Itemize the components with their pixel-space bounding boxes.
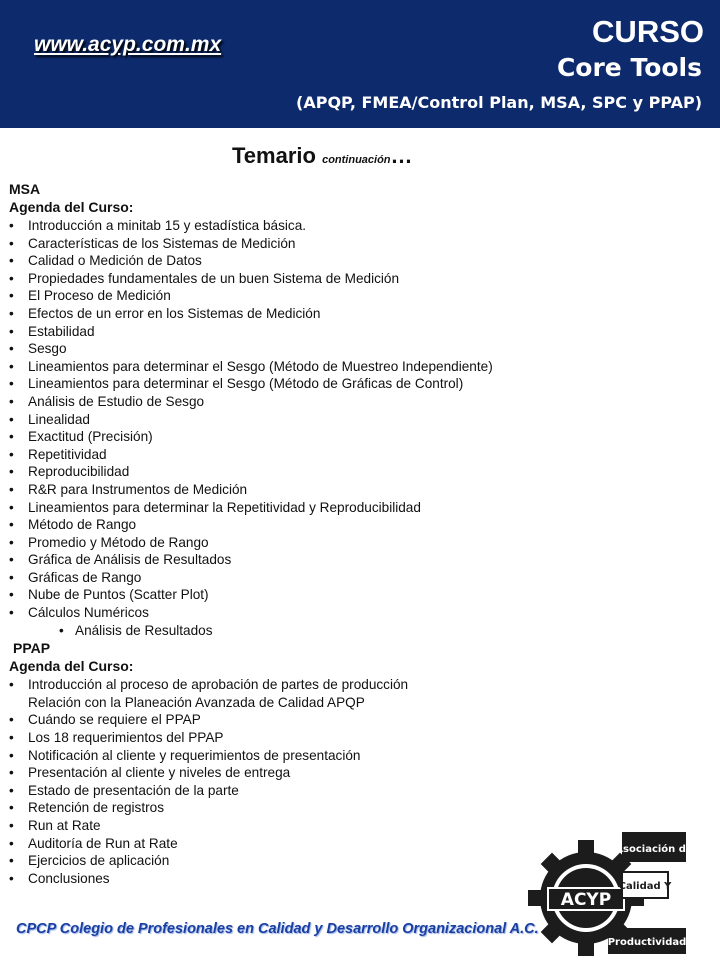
msa-topic-list	[9, 217, 569, 639]
list-item: • Promedio y Método de Rango	[9, 534, 569, 552]
site-url-link[interactable]: www.acyp.com.mx	[34, 33, 222, 56]
page-title-main: Temario	[232, 143, 316, 168]
list-item: • El Proceso de Medición	[9, 287, 569, 305]
syllabus-content	[9, 181, 569, 887]
list-item: • Lineamientos para determinar el Sesgo (Método de Gráficas de Control)	[9, 375, 569, 393]
list-item: • Linealidad	[9, 411, 569, 429]
header-banner	[0, 0, 720, 128]
list-item: • Repetitividad	[9, 446, 569, 464]
ppap-agenda-label: Agenda del Curso:	[9, 658, 134, 675]
ppap-section-title: PPAP	[13, 640, 51, 657]
list-item: • R&R para Instrumentos de Medición	[9, 481, 569, 499]
msa-agenda-label: Agenda del Curso:	[9, 199, 134, 215]
list-item: • Retención de registros	[9, 799, 569, 817]
list-item: • Introducción a minitab 15 y estadística básica.	[9, 217, 569, 235]
list-item: • Efectos de un error en los Sistemas de Medición	[9, 305, 569, 323]
list-item: • Lineamientos para determinar la Repetitividad y Reproducibilidad	[9, 499, 569, 517]
ppap-topic-list	[9, 676, 569, 887]
list-item: • Nube de Puntos (Scatter Plot)	[9, 586, 569, 604]
list-item: • Método de Rango	[9, 516, 569, 534]
list-item	[9, 676, 569, 711]
list-item: • Sesgo	[9, 340, 569, 358]
list-item: • Cuándo se requiere el PPAP	[9, 711, 569, 729]
list-item: • Los 18 requerimientos del PPAP	[9, 729, 569, 747]
course-subtitle: (APQP, FMEA/Control Plan, MSA, SPC y PPAP)	[296, 93, 702, 112]
list-item: • Características de los Sistemas de Medición	[9, 235, 569, 253]
acyp-logo	[528, 828, 718, 958]
list-item: • Lineamientos para determinar el Sesgo (Método de Muestreo Independiente)	[9, 358, 569, 376]
list-item: • Propiedades fundamentales de un buen Sistema de Medición	[9, 270, 569, 288]
page-title-suffix: continuación	[322, 154, 391, 166]
list-item: • Auditoría de Run at Rate	[9, 835, 569, 853]
list-item: • Estado de presentación de la parte	[9, 782, 569, 800]
list-item: • Presentación al cliente y niveles de entrega	[9, 764, 569, 782]
msa-section-title: MSA	[9, 181, 41, 197]
list-item: • Exactitud (Precisión)	[9, 428, 569, 446]
list-item: • Análisis de Estudio de Sesgo	[9, 393, 569, 411]
logo-word-3: Productividad	[607, 937, 687, 948]
list-item: • Gráfica de Análisis de Resultados	[9, 551, 569, 569]
course-name: Core Tools	[556, 53, 702, 82]
footer-organization: CPCP Colegio de Profesionales en Calidad y Desarrollo Organizacional A.C.	[16, 921, 539, 937]
list-item: • Reproducibilidad	[9, 463, 569, 481]
page-title-ellipsis: …	[390, 143, 413, 168]
sub-list-item: • Análisis de Resultados	[9, 622, 569, 640]
logo-word-2: Calidad Y	[618, 881, 672, 892]
list-item: • Ejercicios de aplicación	[9, 852, 569, 870]
list-item-line: Introducción al proceso de aprobación de partes de producción	[28, 677, 409, 693]
page-title	[232, 143, 413, 169]
list-item: • Cálculos Numéricos	[9, 604, 569, 622]
list-item: • Conclusiones	[9, 870, 569, 888]
list-item: • Run at Rate	[9, 817, 569, 835]
list-item-line: Relación con la Planeación Avanzada de Calidad APQP	[28, 694, 365, 710]
logo-acronym: ACYP	[560, 890, 612, 910]
logo-word-1: Asociación de	[615, 844, 693, 855]
list-item: • Notificación al cliente y requerimientos de presentación	[9, 747, 569, 765]
course-label: CURSO	[592, 14, 704, 49]
list-item: • Calidad o Medición de Datos	[9, 252, 569, 270]
list-item: • Gráficas de Rango	[9, 569, 569, 587]
list-item: • Estabilidad	[9, 323, 569, 341]
